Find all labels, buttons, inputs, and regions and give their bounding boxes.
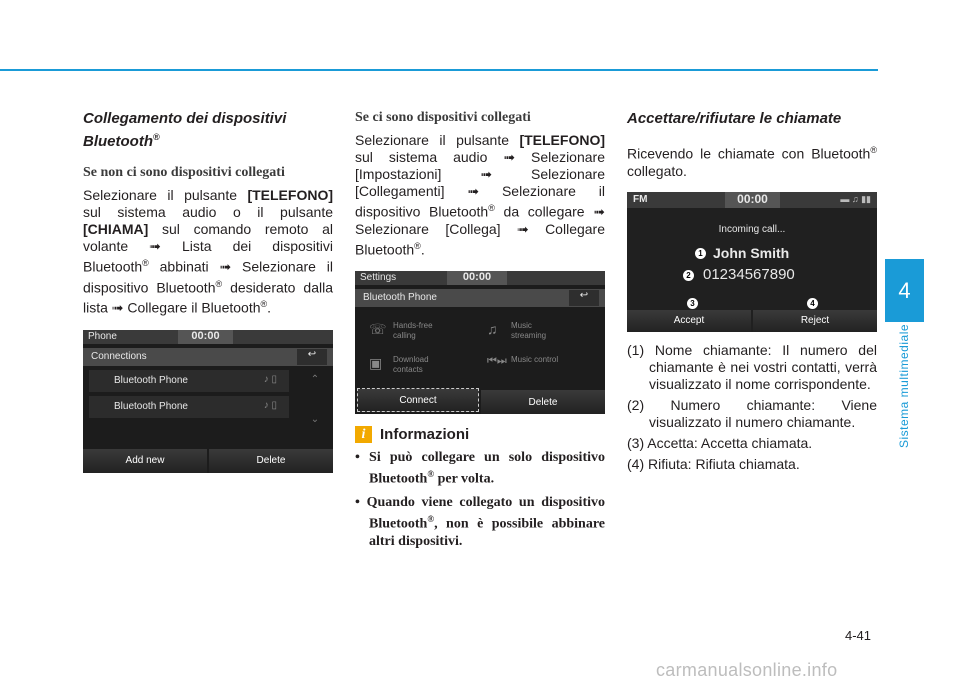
top-rule [0,69,878,71]
column-2 [355,110,605,556]
list-item: (3) Accetta: Accetta chiamata. [627,434,813,451]
paragraph-1: Selezionare il pulsante [TELEFONO] sul sistema audio o il pulsante [CHIAMA] sul comando remoto al volante ➟ Lista dei dispositivi Bluetooth® abbinati ➟ Selezionare il dispositivo Bluetooth® desiderato dalla lista ➟ Collegare il Bluetooth®. [83,187,333,316]
column-3 [627,110,877,477]
screen-time: 00:00 [447,271,507,285]
caller-name: John Smith [713,244,790,261]
marker-4: 4 [807,298,818,309]
watermark: carmanualsonline.info [656,660,838,680]
section-tab [885,259,924,322]
bluetooth-settings-screen [355,271,605,414]
scroll-down-icon[interactable]: ⌄ [310,413,320,425]
phone-icon: ♪ ▯ [263,373,277,385]
delete-button[interactable]: Delete [209,449,333,473]
option-hands-free[interactable]: ☏ Hands-free calling [369,321,433,341]
column-1 [83,110,333,473]
list-item: • Si può collegare un solo dispositivo Bluetooth® per volta. [355,450,605,487]
marker-2: 2 [683,270,694,281]
paragraph-3: Ricevendo le chiamate con Bluetooth® collegato. [627,145,877,179]
scroll-up-icon[interactable]: ⌃ [310,373,320,385]
device-row[interactable]: Bluetooth Phone ♪ ▯ [89,396,289,418]
section-number: 4 [898,277,911,303]
section-title-1: Collegamento dei dispositivi Bluetooth® [83,110,287,150]
accept-button[interactable]: Accept [627,310,751,332]
caller-number: 01234567890 [703,265,795,283]
list-item: (2) Numero chiamante: Viene visualizzato il numero chiamante. [627,396,877,430]
section-label: Sistema multimediale [897,323,911,448]
list-item: • Quando viene collegato un dispositivo Bluetooth®, non è possibile abbinare altri dispositivi. [355,494,606,549]
screen-title: Phone [88,330,117,342]
phone-icon: ♪ ▯ [263,399,277,411]
incoming-call-screen [627,192,877,332]
screen-time: 00:00 [178,330,233,344]
contacts-icon: ▣ [369,355,383,372]
info-list [355,449,605,549]
connect-button[interactable]: Connect [357,388,479,412]
page-number: 4-41 [845,628,872,643]
subtitle-2: Se ci sono dispositivi collegati [355,110,531,125]
delete-button[interactable]: Delete [481,390,605,414]
handset-icon: ☏ [369,321,387,338]
phone-connections-screen [83,330,333,473]
info-heading: i Informazioni [355,426,605,443]
option-music-control[interactable]: ⏮⏭ Music control [487,355,559,368]
add-new-button[interactable]: Add new [83,449,207,473]
connections-header: Connections [91,350,147,362]
screen-title: Settings [360,272,397,284]
reject-button[interactable]: Reject [753,310,877,332]
option-music-streaming[interactable]: ♫ Music streaming [487,321,547,341]
subtitle-1: Se non ci sono dispositivi collegati [83,165,285,180]
marker-3: 3 [687,298,698,309]
playback-icon: ⏮⏭ [487,355,507,368]
incoming-call-label: Incoming call... [718,223,786,235]
list-item: (1) Nome chiamante: Il numero del chiamante è nei vostri contatti, verrà visualizzato il nome corrispondente. [627,341,877,392]
screen-time: 00:00 [725,192,780,208]
info-icon: i [355,426,372,443]
bluetooth-phone-header: Bluetooth Phone [363,292,437,304]
back-icon[interactable]: ↩ [297,349,327,365]
back-icon[interactable]: ↩ [569,290,599,306]
paragraph-2: Selezionare il pulsante [TELEFONO] sul sistema audio ➟ Selezionare [Impostazioni] ➟ Selezionare [Collegamenti] ➟ Selezionare il dispositivo Bluetooth® da collegare ➟ Selezionare [Collega] ➟ Collegare Bluetooth®. [355,132,605,258]
music-icon: ♫ [487,321,498,338]
radio-mode: FM [633,193,648,205]
marker-1: 1 [695,248,706,259]
status-icons: ▬ ♫ ▮▮ [840,193,871,204]
call-legend-list [627,342,877,473]
section-title-3: Accettare/rifiutare le chiamate [627,110,842,127]
option-download-contacts[interactable]: ▣ Download contacts [369,355,429,375]
list-item: (4) Rifiuta: Rifiuta chiamata. [627,455,800,472]
device-row[interactable]: Bluetooth Phone ♪ ▯ [89,370,289,392]
